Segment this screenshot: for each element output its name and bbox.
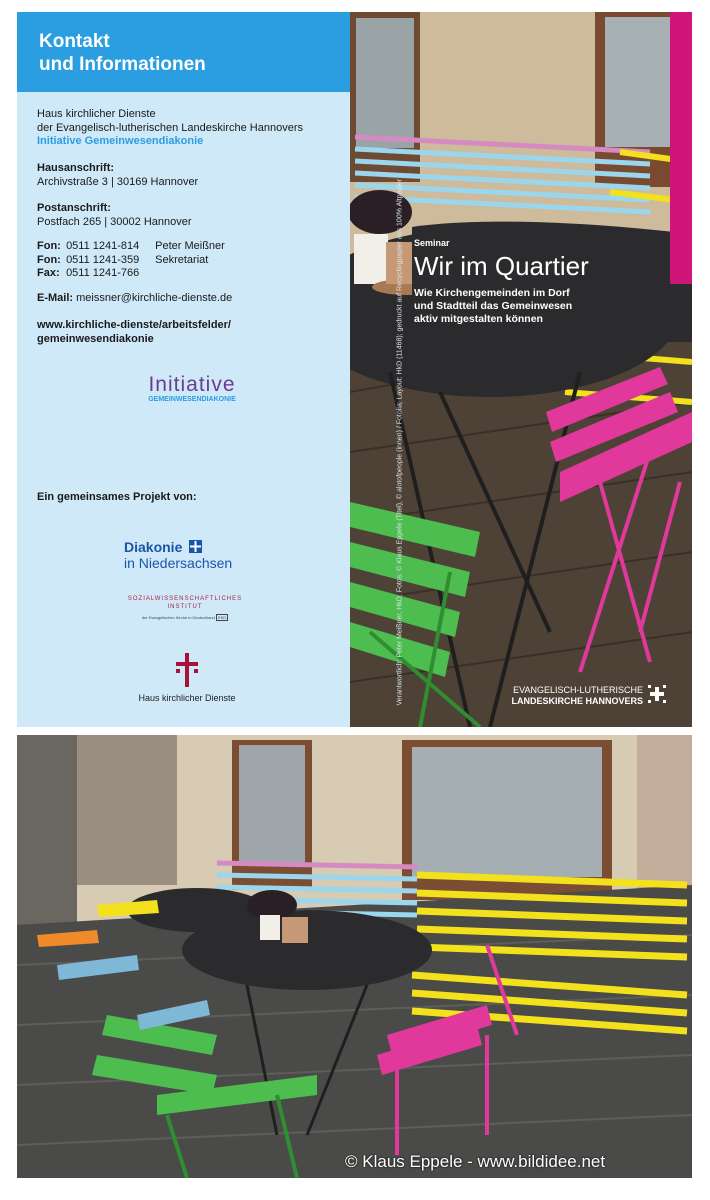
- photo-watermark: © Klaus Eppele - www.bildidee.net: [345, 1152, 606, 1171]
- house-address: [37, 162, 342, 189]
- email-line: [37, 292, 347, 306]
- org-line-1: Haus kirchlicher Dienste: [37, 108, 156, 120]
- fax-label: Fax:: [37, 267, 60, 279]
- fax-number: 0511 1241-766: [66, 267, 140, 279]
- diakonie-cross-icon: [189, 540, 202, 553]
- street-photo-illustration: [17, 735, 692, 1178]
- initiative-logo-word: Initiative: [148, 373, 236, 396]
- phone-label: Fon:: [37, 240, 61, 252]
- hkd-logo-text: Haus kirchlicher Dienste: [138, 693, 236, 703]
- diakonie-logo-wordmark: [124, 539, 254, 555]
- church-logo-line-1: EVANGELISCH-LUTHERISCHE: [513, 685, 643, 695]
- church-logo-text: [500, 685, 643, 707]
- phone-contact-name: Sekretariat: [155, 253, 209, 266]
- project-label: Ein gemeinsames Projekt von:: [37, 491, 197, 503]
- contact-header-title: Kontakt und Informationen: [39, 31, 206, 75]
- initiative-logo: [127, 374, 257, 404]
- ekd-badge: EKD: [217, 615, 227, 620]
- phone-list: [37, 240, 347, 281]
- email-link[interactable]: meissner@kirchliche-dienste.de: [76, 292, 233, 304]
- si-logo-line-2: INSTITUT: [167, 604, 203, 610]
- si-logo: [115, 595, 255, 622]
- si-logo-line-3: [115, 614, 255, 622]
- cover-title: Wir im Quartier: [414, 251, 589, 281]
- postal-address-value: Postfach 265 | 30002 Hannover: [37, 215, 192, 228]
- phone-row: [37, 240, 347, 254]
- hkd-cross-icon: [174, 653, 200, 687]
- si-logo-line-1: SOZIALWISSENSCHAFTLICHES: [127, 596, 243, 602]
- cover-subtitle-line-2: und Stadtteil das Gemeinwesen: [414, 300, 573, 312]
- org-line-3: Initiative Gemeinwesendiakonie: [37, 135, 204, 147]
- street-photo: [17, 735, 692, 1178]
- contact-panel: [17, 12, 350, 727]
- si-logo-church: der Evangelischen Kirche in Deutschland: [141, 615, 215, 620]
- diakonie-logo-name: Diakonie: [124, 539, 183, 555]
- phone-row: [37, 254, 347, 268]
- cover-photo: [350, 12, 692, 727]
- phone-contact-name: Peter Meißner: [155, 240, 225, 252]
- cover-subtitle: [414, 287, 674, 326]
- phone-number[interactable]: 0511 1241-359: [66, 253, 140, 266]
- cover-kicker: Seminar: [414, 238, 450, 248]
- hkd-logo: [122, 653, 252, 704]
- cover-accent-bar: [670, 12, 692, 284]
- phone-number[interactable]: 0511 1241-814: [66, 240, 140, 252]
- house-address-value: Archivstraße 3 | 30169 Hannover: [37, 175, 199, 188]
- postal-address-label: Postanschrift:: [37, 202, 111, 214]
- web-link[interactable]: [37, 319, 347, 346]
- church-logo-line-2: LANDESKIRCHE HANNOVERS: [511, 696, 643, 706]
- house-address-label: Hausanschrift:: [37, 162, 115, 174]
- email-label: E-Mail:: [37, 292, 74, 304]
- fax-row: [37, 267, 347, 281]
- vertical-credit: Verantwortlich: Peter Meißner, HkD; Fotos: © Klaus Eppele (Titel), © alotofpeople (innen) / Fotolia; Layout: HkD (11468); gedruckt auf Recyclingpapier aus 100% Altpapier: [396, 178, 404, 706]
- diakonie-logo: [124, 539, 254, 572]
- postal-address: [37, 202, 342, 229]
- org-block: [37, 108, 342, 149]
- initiative-logo-sub: GEMEINWESENDIAKONIE: [148, 396, 236, 403]
- org-line-2: der Evangelisch-lutherischen Landeskirche Hannovers: [37, 121, 303, 134]
- web-link-line-1: www.kirchliche-dienste/arbeitsfelder/: [37, 319, 231, 331]
- cover-subtitle-line-3: aktiv mitgestalten können: [414, 313, 543, 325]
- phone-label: Fon:: [37, 253, 61, 266]
- cover-subtitle-line-1: Wie Kirchengemeinden im Dorf: [414, 287, 570, 299]
- web-link-line-2: gemeinwesendiakonie: [37, 332, 154, 345]
- diakonie-logo-region: in Niedersachsen: [124, 555, 233, 571]
